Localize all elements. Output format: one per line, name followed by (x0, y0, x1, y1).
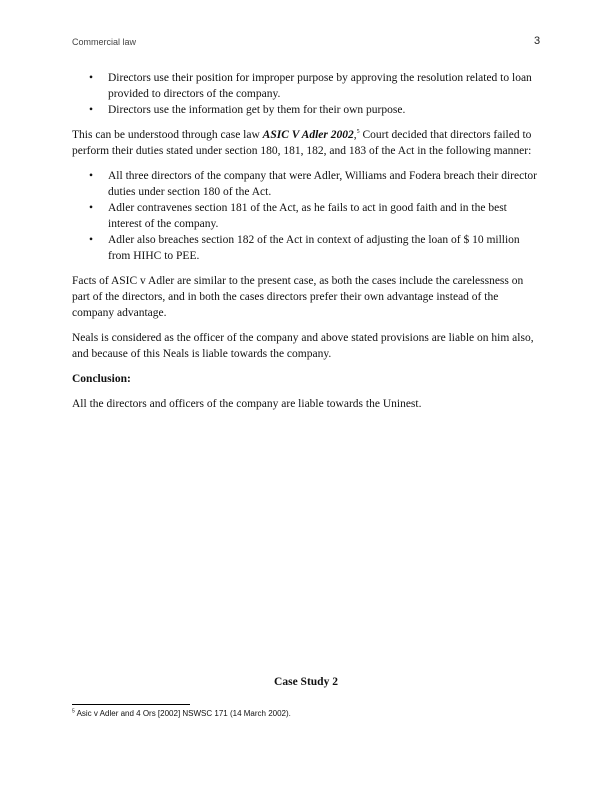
footnote-separator (72, 704, 190, 705)
case-name-comma: , (353, 129, 357, 141)
running-header-title: Commercial law (72, 37, 137, 47)
case-paragraph-suffix: Court decided that directors failed to perform their duties stated under section 180, 181, 182, and 183 of the Act in the following manner: (72, 129, 532, 157)
case-study-heading: Case Study 2 (274, 676, 338, 688)
list-item: • Adler also breaches section 182 of the Act in context of adjusting the loan of $ 10 million from HIHC to PEE. (72, 232, 540, 264)
case-paragraph-prefix: This can be understood through case law (72, 129, 263, 141)
case-name: ASIC V Adler 2002 (262, 129, 354, 141)
conclusion-heading: Conclusion: (72, 373, 131, 385)
list-item: • Directors use their position for improper purpose by approving the resolution related to loan provided to directors of the company. (72, 70, 540, 102)
list-item: • Adler contravenes section 181 of the Act, as he fails to act in good faith and in the best interest of the company. (72, 200, 540, 232)
neals-paragraph: Neals is considered as the officer of the company and above stated provisions are liable on him also, and because of this Neals is liable towards the company. (72, 332, 534, 360)
bullet-list-breaches (72, 168, 540, 264)
footnote-number: 5 (72, 708, 75, 715)
list-item: • Directors use the information get by them for their own purpose. (72, 102, 540, 118)
document-body (72, 70, 540, 421)
footnote (72, 709, 291, 718)
bullet-list-duties (72, 70, 540, 118)
case-paragraph (72, 127, 540, 159)
footnote-reference[interactable]: 5 (356, 129, 360, 136)
facts-paragraph: Facts of ASIC v Adler are similar to the present case, as both the cases include the carelessness on part of the directors, and in both the cases directors prefer their own advantage instead of the company advantage. (72, 275, 524, 319)
page-number: 3 (534, 35, 541, 47)
list-item: • All three directors of the company that were Adler, Williams and Fodera breach their director duties under section 180 of the Act. (72, 168, 540, 200)
conclusion-text: All the directors and officers of the company are liable towards the Uninest. (72, 398, 422, 410)
footnote-text: Asic v Adler and 4 Ors [2002] NSWSC 171 (14 March 2002). (74, 709, 291, 718)
